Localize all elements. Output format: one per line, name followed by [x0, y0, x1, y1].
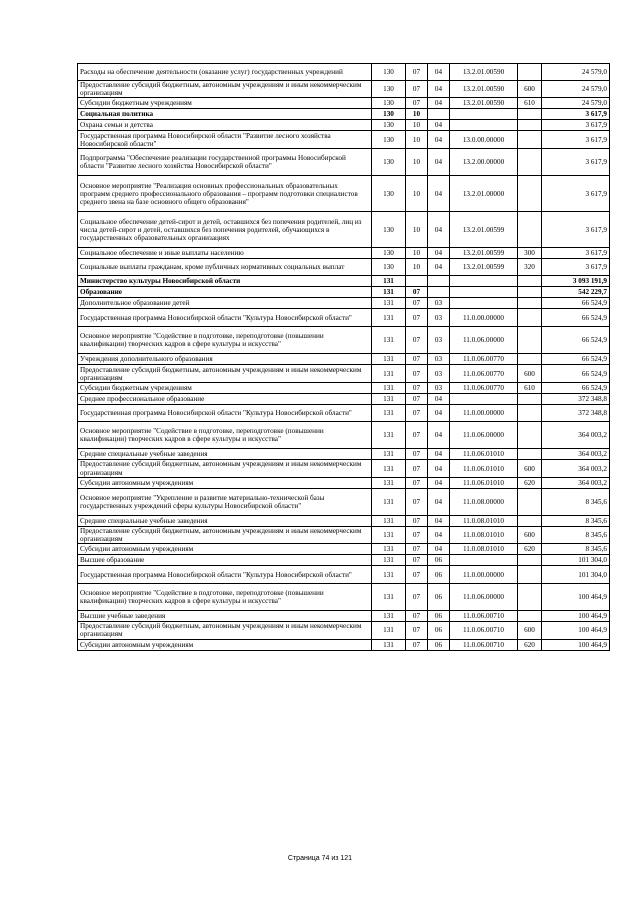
table-row	[78, 365, 610, 383]
row-ved-code: 130	[372, 64, 406, 81]
row-amount: 3 617,9	[542, 176, 610, 212]
table-row	[78, 248, 610, 259]
row-target-article: 11.0.06.00770	[450, 354, 518, 365]
row-amount: 3 617,9	[542, 248, 610, 259]
row-name: Предоставление субсидий бюджетным, автономным учреждениям и иным некоммерческим организациям	[78, 81, 372, 98]
row-ved-code: 131	[372, 622, 406, 639]
row-section-code: 07	[406, 98, 428, 109]
table-row	[78, 422, 610, 449]
row-subsection-code: 03	[428, 365, 450, 383]
row-name: Социальное обеспечение и иные выплаты населению	[78, 248, 372, 259]
row-name: Образование	[78, 287, 372, 298]
row-subsection-code: 03	[428, 354, 450, 365]
table-row	[78, 515, 610, 526]
row-ved-code: 131	[372, 639, 406, 650]
row-section-code: 07	[406, 383, 428, 394]
row-expense-type: 610	[518, 98, 542, 109]
row-amount: 3 617,9	[542, 109, 610, 120]
row-expense-type: 610	[518, 383, 542, 394]
row-amount: 101 304,0	[542, 566, 610, 584]
row-expense-type: 320	[518, 259, 542, 276]
table-row	[78, 298, 610, 309]
row-target-article: 11.0.00.00000	[450, 566, 518, 584]
row-ved-code: 131	[372, 526, 406, 543]
row-target-article: 13.2.01.00590	[450, 64, 518, 81]
row-subsection-code: 04	[428, 422, 450, 449]
row-ved-code: 130	[372, 176, 406, 212]
row-ved-code: 131	[372, 488, 406, 515]
row-expense-type	[518, 109, 542, 120]
row-name: Социальная политика	[78, 109, 372, 120]
row-subsection-code: 04	[428, 526, 450, 543]
row-amount: 100 464,9	[542, 622, 610, 639]
row-expense-type	[518, 149, 542, 176]
row-section-code: 07	[406, 477, 428, 488]
row-ved-code: 131	[372, 309, 406, 327]
table-row	[78, 639, 610, 650]
budget-table-body	[78, 64, 610, 651]
table-row	[78, 64, 610, 81]
row-ved-code: 131	[372, 566, 406, 584]
row-target-article: 11.0.06.00770	[450, 383, 518, 394]
row-target-article: 13.2.01.00000	[450, 176, 518, 212]
table-row	[78, 394, 610, 405]
row-section-code: 07	[406, 405, 428, 422]
row-subsection-code: 06	[428, 555, 450, 566]
row-subsection-code: 04	[428, 98, 450, 109]
row-name: Высшие учебные заведения	[78, 611, 372, 622]
row-section-code: 10	[406, 120, 428, 131]
row-target-article: 11.0.06.00000	[450, 584, 518, 611]
row-target-article: 11.0.06.01010	[450, 460, 518, 477]
row-amount: 66 524,9	[542, 365, 610, 383]
row-target-article: 11.0.06.00710	[450, 639, 518, 650]
budget-table	[77, 63, 610, 651]
row-amount: 364 003,2	[542, 460, 610, 477]
row-target-article: 11.0.08.01010	[450, 544, 518, 555]
row-name: Средние специальные учебные заведения	[78, 449, 372, 460]
row-amount: 66 524,9	[542, 383, 610, 394]
row-amount: 3 617,9	[542, 131, 610, 149]
row-amount: 66 524,9	[542, 354, 610, 365]
row-section-code: 10	[406, 176, 428, 212]
row-amount: 3 617,9	[542, 212, 610, 248]
row-expense-type	[518, 176, 542, 212]
table-row	[78, 584, 610, 611]
row-subsection-code: 04	[428, 212, 450, 248]
row-expense-type: 600	[518, 622, 542, 639]
row-ved-code: 131	[372, 354, 406, 365]
table-row	[78, 555, 610, 566]
row-target-article: 13.2.01.00590	[450, 81, 518, 98]
row-expense-type	[518, 354, 542, 365]
row-name: Предоставление субсидий бюджетным, автономным учреждениям и иным некоммерческим организациям	[78, 526, 372, 543]
row-section-code: 07	[406, 287, 428, 298]
row-subsection-code: 04	[428, 488, 450, 515]
row-target-article	[450, 555, 518, 566]
row-name: Государственная программа Новосибирской области "Культура Новосибирской области"	[78, 566, 372, 584]
row-name: Министерство культуры Новосибирской области	[78, 276, 372, 287]
row-expense-type	[518, 327, 542, 354]
row-section-code: 07	[406, 64, 428, 81]
row-expense-type	[518, 422, 542, 449]
row-subsection-code: 06	[428, 584, 450, 611]
row-name: Подпрограмма "Обеспечение реализации государственной программы Новосибирской области "Развитие лесного хозяйства Новосибирской области"	[78, 149, 372, 176]
row-ved-code: 130	[372, 248, 406, 259]
row-subsection-code: 04	[428, 449, 450, 460]
row-section-code: 10	[406, 131, 428, 149]
row-amount: 3 617,9	[542, 259, 610, 276]
row-ved-code: 131	[372, 287, 406, 298]
row-expense-type	[518, 131, 542, 149]
row-expense-type: 620	[518, 544, 542, 555]
row-section-code: 10	[406, 109, 428, 120]
row-ved-code: 131	[372, 383, 406, 394]
row-section-code: 07	[406, 515, 428, 526]
row-section-code: 07	[406, 354, 428, 365]
row-name: Средние специальные учебные заведения	[78, 515, 372, 526]
row-name: Высшее образование	[78, 555, 372, 566]
row-expense-type	[518, 611, 542, 622]
row-expense-type: 600	[518, 365, 542, 383]
row-subsection-code: 04	[428, 515, 450, 526]
row-subsection-code: 04	[428, 477, 450, 488]
row-section-code: 07	[406, 365, 428, 383]
row-target-article	[450, 298, 518, 309]
row-ved-code: 130	[372, 212, 406, 248]
row-name: Предоставление субсидий бюджетным, автономным учреждениям и иным некоммерческим организациям	[78, 460, 372, 477]
row-target-article: 11.0.08.00000	[450, 488, 518, 515]
row-name: Государственная программа Новосибирской области "Культура Новосибирской области"	[78, 405, 372, 422]
table-row	[78, 259, 610, 276]
row-name: Предоставление субсидий бюджетным, автономным учреждениям и иным некоммерческим организациям	[78, 365, 372, 383]
row-ved-code: 131	[372, 394, 406, 405]
table-row	[78, 109, 610, 120]
row-section-code	[406, 276, 428, 287]
table-row	[78, 149, 610, 176]
row-name: Учреждения дополнительного образования	[78, 354, 372, 365]
row-ved-code: 130	[372, 259, 406, 276]
table-row	[78, 477, 610, 488]
row-name: Социальные выплаты гражданам, кроме публичных нормативных социальных выплат	[78, 259, 372, 276]
row-target-article: 13.2.00.00000	[450, 149, 518, 176]
table-row	[78, 98, 610, 109]
table-row	[78, 544, 610, 555]
row-ved-code: 131	[372, 422, 406, 449]
row-target-article: 11.0.06.00000	[450, 422, 518, 449]
row-target-article: 13.0.00.00000	[450, 131, 518, 149]
row-amount: 66 524,9	[542, 298, 610, 309]
row-name: Основное мероприятие "Укрепление и развитие материально-технической базы государственных учреждений сферы культуры Новосибирской области"	[78, 488, 372, 515]
row-name: Основное мероприятие "Содействие в подготовке, переподготовке (повышении квалификации) творческих кадров в сфере культуры и искусства"	[78, 327, 372, 354]
table-row	[78, 120, 610, 131]
row-ved-code: 130	[372, 120, 406, 131]
row-subsection-code: 04	[428, 259, 450, 276]
row-expense-type	[518, 515, 542, 526]
row-section-code: 07	[406, 584, 428, 611]
row-amount: 24 579,0	[542, 64, 610, 81]
row-section-code: 07	[406, 81, 428, 98]
row-expense-type	[518, 449, 542, 460]
row-section-code: 07	[406, 639, 428, 650]
row-target-article	[450, 109, 518, 120]
row-expense-type: 300	[518, 248, 542, 259]
row-name: Субсидии бюджетным учреждениям	[78, 98, 372, 109]
row-expense-type: 620	[518, 639, 542, 650]
row-name: Расходы на обеспечение деятельности (оказание услуг) государственных учреждений	[78, 64, 372, 81]
row-subsection-code: 03	[428, 309, 450, 327]
row-expense-type	[518, 488, 542, 515]
table-row	[78, 81, 610, 98]
row-ved-code: 131	[372, 555, 406, 566]
row-subsection-code: 04	[428, 149, 450, 176]
row-target-article	[450, 394, 518, 405]
row-ved-code: 131	[372, 544, 406, 555]
row-ved-code: 131	[372, 449, 406, 460]
row-target-article: 11.0.06.00770	[450, 365, 518, 383]
row-name: Субсидии автономным учреждениям	[78, 544, 372, 555]
row-ved-code: 130	[372, 131, 406, 149]
row-expense-type	[518, 287, 542, 298]
row-subsection-code: 06	[428, 639, 450, 650]
row-subsection-code: 04	[428, 544, 450, 555]
row-expense-type	[518, 212, 542, 248]
row-subsection-code: 06	[428, 622, 450, 639]
row-ved-code: 130	[372, 109, 406, 120]
row-section-code: 10	[406, 149, 428, 176]
row-subsection-code: 04	[428, 460, 450, 477]
table-row	[78, 309, 610, 327]
row-target-article: 11.0.08.01010	[450, 526, 518, 543]
row-subsection-code: 04	[428, 394, 450, 405]
row-section-code: 07	[406, 622, 428, 639]
row-name: Социальное обеспечение детей-сирот и детей, оставшихся без попечения родителей, лиц из числа детей-сирот и детей, оставшихся без попечения родителей, обучающихся в государственных образовательных организациях	[78, 212, 372, 248]
row-subsection-code	[428, 287, 450, 298]
row-amount: 100 464,9	[542, 611, 610, 622]
row-section-code: 10	[406, 259, 428, 276]
row-target-article: 11.0.06.00710	[450, 622, 518, 639]
row-amount: 66 524,9	[542, 309, 610, 327]
row-section-code: 07	[406, 611, 428, 622]
row-section-code: 07	[406, 422, 428, 449]
row-target-article: 11.0.00.00000	[450, 309, 518, 327]
row-expense-type	[518, 394, 542, 405]
row-section-code: 07	[406, 460, 428, 477]
row-amount: 372 348,8	[542, 405, 610, 422]
row-amount: 542 229,7	[542, 287, 610, 298]
row-amount: 8 345,6	[542, 488, 610, 515]
row-subsection-code: 04	[428, 120, 450, 131]
row-target-article: 11.0.06.00710	[450, 611, 518, 622]
table-row	[78, 449, 610, 460]
row-section-code: 07	[406, 488, 428, 515]
table-row	[78, 488, 610, 515]
row-ved-code: 131	[372, 298, 406, 309]
row-target-article: 13.2.01.00599	[450, 248, 518, 259]
row-subsection-code: 06	[428, 566, 450, 584]
row-subsection-code: 04	[428, 248, 450, 259]
row-section-code: 10	[406, 248, 428, 259]
table-row	[78, 287, 610, 298]
row-ved-code: 131	[372, 515, 406, 526]
row-name: Основное мероприятие "Содействие в подготовке, переподготовке (повышении квалификации) творческих кадров в сфере культуры и искусства"	[78, 584, 372, 611]
row-expense-type: 600	[518, 81, 542, 98]
table-row	[78, 176, 610, 212]
row-subsection-code	[428, 109, 450, 120]
table-row	[78, 276, 610, 287]
row-expense-type	[518, 584, 542, 611]
row-subsection-code: 03	[428, 327, 450, 354]
row-amount: 8 345,6	[542, 515, 610, 526]
row-subsection-code: 03	[428, 383, 450, 394]
row-amount: 101 304,0	[542, 555, 610, 566]
row-subsection-code: 04	[428, 131, 450, 149]
row-section-code: 07	[406, 544, 428, 555]
row-target-article: 11.0.06.01010	[450, 477, 518, 488]
row-target-article: 11.0.00.00000	[450, 405, 518, 422]
row-section-code: 07	[406, 298, 428, 309]
row-amount: 8 345,6	[542, 526, 610, 543]
row-ved-code: 131	[372, 405, 406, 422]
row-ved-code: 131	[372, 611, 406, 622]
row-ved-code: 131	[372, 276, 406, 287]
row-amount: 66 524,9	[542, 327, 610, 354]
row-section-code: 07	[406, 555, 428, 566]
row-name: Охрана семьи и детства	[78, 120, 372, 131]
row-name: Основное мероприятие "Содействие в подготовке, переподготовке (повышении квалификации) творческих кадров в сфере культуры и искусства"	[78, 422, 372, 449]
row-expense-type	[518, 120, 542, 131]
row-name: Субсидии автономным учреждениям	[78, 639, 372, 650]
row-name: Субсидии бюджетным учреждениям	[78, 383, 372, 394]
row-name: Основное мероприятие "Реализация основных профессиональных образовательных программ среднего профессионального образования – программ подготовки специалистов среднего звена на базе основного общего образования"	[78, 176, 372, 212]
row-section-code: 07	[406, 449, 428, 460]
row-expense-type	[518, 309, 542, 327]
table-row	[78, 327, 610, 354]
row-section-code: 10	[406, 212, 428, 248]
row-target-article	[450, 287, 518, 298]
row-expense-type	[518, 298, 542, 309]
row-target-article	[450, 276, 518, 287]
row-amount: 8 345,6	[542, 544, 610, 555]
row-amount: 3 093 191,9	[542, 276, 610, 287]
row-name: Дополнительное образование детей	[78, 298, 372, 309]
row-name: Предоставление субсидий бюджетным, автономным учреждениям и иным некоммерческим организациям	[78, 622, 372, 639]
row-expense-type: 620	[518, 477, 542, 488]
row-expense-type	[518, 566, 542, 584]
row-expense-type	[518, 276, 542, 287]
row-section-code: 07	[406, 526, 428, 543]
row-section-code: 07	[406, 566, 428, 584]
row-ved-code: 131	[372, 477, 406, 488]
table-row	[78, 611, 610, 622]
row-amount: 3 617,9	[542, 149, 610, 176]
row-expense-type: 600	[518, 460, 542, 477]
row-name: Государственная программа Новосибирской области "Культура Новосибирской области"	[78, 309, 372, 327]
row-target-article	[450, 120, 518, 131]
row-amount: 24 579,0	[542, 81, 610, 98]
row-amount: 24 579,0	[542, 98, 610, 109]
row-subsection-code	[428, 276, 450, 287]
row-target-article: 11.0.08.01010	[450, 515, 518, 526]
page-footer: Страница 74 из 121	[287, 855, 353, 862]
row-name: Субсидии автономным учреждениям	[78, 477, 372, 488]
row-amount: 364 003,2	[542, 477, 610, 488]
row-section-code: 07	[406, 327, 428, 354]
row-ved-code: 130	[372, 149, 406, 176]
row-target-article: 11.0.06.00000	[450, 327, 518, 354]
row-target-article: 13.2.01.00599	[450, 259, 518, 276]
row-subsection-code: 06	[428, 611, 450, 622]
row-target-article: 13.2.01.00599	[450, 212, 518, 248]
row-subsection-code: 04	[428, 81, 450, 98]
table-row	[78, 383, 610, 394]
row-amount: 100 464,9	[542, 639, 610, 650]
table-row	[78, 460, 610, 477]
row-ved-code: 130	[372, 81, 406, 98]
row-expense-type	[518, 64, 542, 81]
table-row	[78, 131, 610, 149]
row-name: Среднее профессиональное образование	[78, 394, 372, 405]
table-row	[78, 405, 610, 422]
row-name: Государственная программа Новосибирской области "Развитие лесного хозяйства Новосибирской области"	[78, 131, 372, 149]
row-ved-code: 131	[372, 584, 406, 611]
row-amount: 100 464,9	[542, 584, 610, 611]
table-row	[78, 566, 610, 584]
row-ved-code: 130	[372, 98, 406, 109]
row-subsection-code: 04	[428, 176, 450, 212]
row-subsection-code: 04	[428, 64, 450, 81]
table-row	[78, 526, 610, 543]
row-amount: 372 348,8	[542, 394, 610, 405]
row-ved-code: 131	[372, 365, 406, 383]
row-expense-type: 600	[518, 526, 542, 543]
row-subsection-code: 04	[428, 405, 450, 422]
table-row	[78, 354, 610, 365]
row-amount: 364 003,2	[542, 422, 610, 449]
table-row	[78, 212, 610, 248]
row-amount: 3 617,9	[542, 120, 610, 131]
row-target-article: 11.0.06.01010	[450, 449, 518, 460]
row-section-code: 07	[406, 394, 428, 405]
row-expense-type	[518, 405, 542, 422]
table-row	[78, 622, 610, 639]
row-ved-code: 131	[372, 327, 406, 354]
row-amount: 364 003,2	[542, 449, 610, 460]
row-section-code: 07	[406, 309, 428, 327]
row-ved-code: 131	[372, 460, 406, 477]
row-expense-type	[518, 555, 542, 566]
row-subsection-code: 03	[428, 298, 450, 309]
row-target-article: 13.2.01.00590	[450, 98, 518, 109]
